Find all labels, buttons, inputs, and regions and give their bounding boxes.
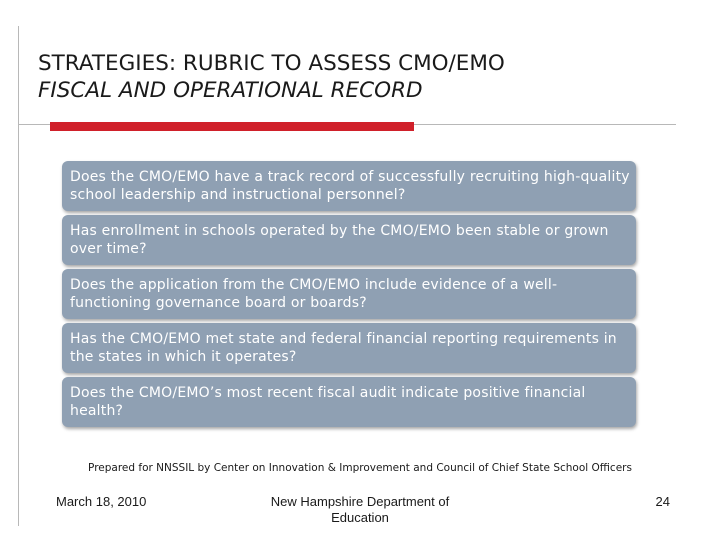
title-accent-bar [50, 122, 414, 131]
rubric-question-box: Has enrollment in schools operated by the CMO/EMO been stable or grown over time? [62, 215, 636, 265]
rubric-question-box: Does the CMO/EMO have a track record of successfully recruiting high-quality school leadership and instructional personnel? [62, 161, 636, 211]
title-line-2: FISCAL AND OPERATIONAL RECORD [38, 78, 423, 103]
credit-line: Prepared for NNSSIL by Center on Innovation & Improvement and Council of Chief State School Officers [88, 462, 632, 474]
slide-number: 24 [655, 494, 670, 509]
title-line-1: STRATEGIES: RUBRIC TO ASSESS CMO/EMO [38, 51, 505, 76]
left-vertical-rule [18, 26, 19, 526]
footer-date: March 18, 2010 [56, 494, 147, 509]
slide-title [38, 50, 505, 104]
rubric-question-box: Has the CMO/EMO met state and federal financial reporting requirements in the states in which it operates? [62, 323, 636, 373]
rubric-question-box: Does the application from the CMO/EMO include evidence of a well-functioning governance board or boards? [62, 269, 636, 319]
footer-organization: New Hampshire Department of Education [270, 494, 450, 525]
rubric-question-box: Does the CMO/EMO’s most recent fiscal audit indicate positive financial health? [62, 377, 636, 427]
rubric-question-list [62, 161, 636, 431]
